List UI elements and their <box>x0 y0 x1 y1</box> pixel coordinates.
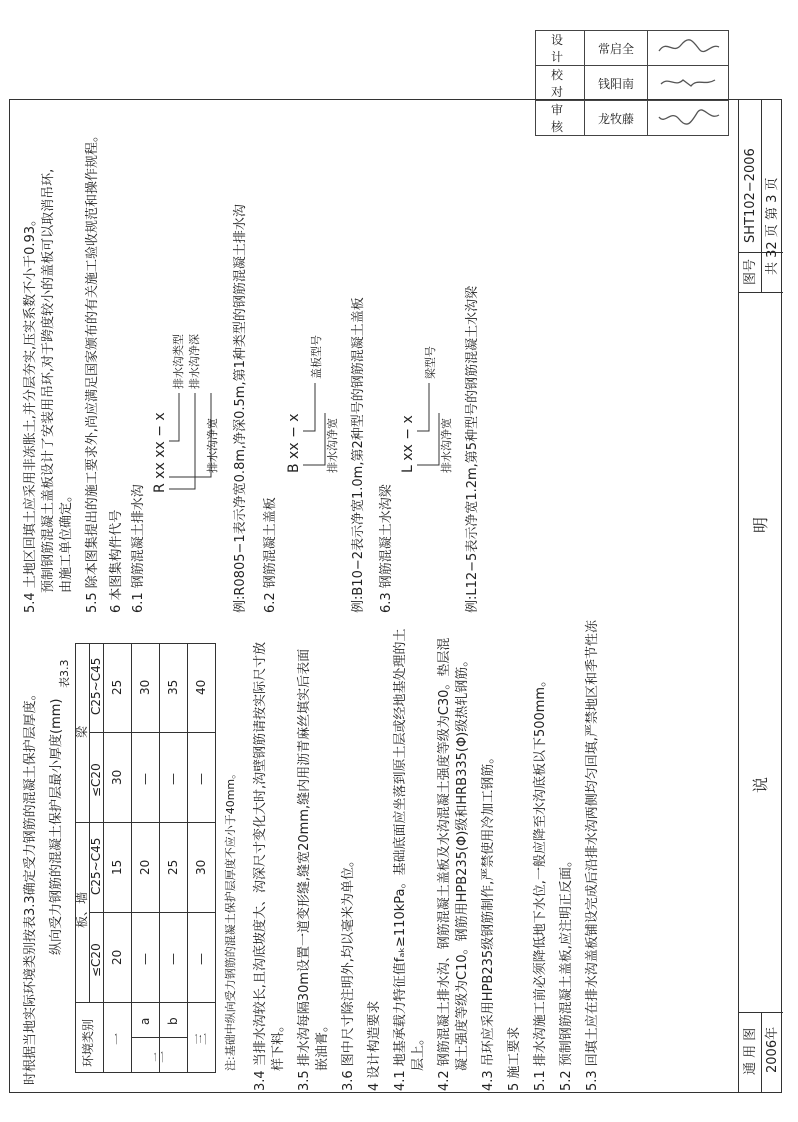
env-cell: 二 <box>152 1050 166 1063</box>
signature-cell <box>648 66 729 101</box>
value-cell: — <box>138 773 152 785</box>
value-cell: 25 <box>166 859 180 875</box>
value-cell: 35 <box>166 679 180 695</box>
value-cell: 20 <box>138 859 152 875</box>
section-4-2-line-2: 凝土强度等级为C10。钢筋用HPB235(Φ)级和HRB335(Φ)级热轧钢筋。 <box>455 653 470 1071</box>
value-cell: — <box>138 953 152 965</box>
name-cell: 龙牧藤 <box>585 101 648 136</box>
label-beam-type: 梁型号 <box>424 346 437 379</box>
section-5-4-line-3: 由施工单位确定。 <box>59 488 74 593</box>
value-cell: 30 <box>138 679 152 695</box>
section-4-heading: 4 设计构造要求 <box>367 1000 382 1091</box>
sub-cell: b <box>166 1017 180 1025</box>
drawing-no: SHT102−2006 <box>743 148 758 243</box>
section-3-5-line-1: 3.5 排水沟每隔30m设置一道变形缝,缝宽20mm,缝内用沥青麻丝填实后表面 <box>297 648 312 1091</box>
handwritten-signature <box>653 37 723 57</box>
section-3-5-line-2: 嵌油膏。 <box>315 1018 330 1071</box>
section-6-heading: 6 本图集构件代号 <box>109 509 124 613</box>
section-3-4-line-1: 3.4 当排水沟较长,且沟底坡度大、沟深尺寸变化大时,沟壁钢筋请按实际尺寸放 <box>253 641 268 1091</box>
section-4-1-line-1: 4.1 地基承载力特征值fₐₖ≥110kPa。基础底面应坐落到原土层或经地基处理的土 <box>393 628 408 1091</box>
header-env: 环境类别 <box>81 1018 95 1067</box>
section-3-4-line-2: 样下料。 <box>271 1018 286 1071</box>
section-5-1: 5.1 排水沟施工前必须降低地下水位,一般应降至水沟底板以下500mm。 <box>533 673 548 1091</box>
title-char-2: 明 <box>751 516 770 533</box>
signature-cell <box>648 31 729 66</box>
header-plate: 板、墙 <box>75 891 89 928</box>
signature-row <box>536 66 729 101</box>
sub-cell: a <box>138 1017 152 1025</box>
cover-thickness-table <box>75 643 245 1073</box>
role-cell: 校 对 <box>536 66 585 101</box>
value-cell: 15 <box>110 859 124 875</box>
intro-text: 时根据当地实际环境类别按表3.3确定受力钢筋的混凝土保护层厚度。 <box>23 687 38 1085</box>
sub-header: ≤C20 <box>89 943 103 977</box>
page-count: 共 32 页 第 3 页 <box>765 177 780 275</box>
title-char-1: 说 <box>751 776 770 793</box>
table-number: 表3.3 <box>58 659 71 688</box>
code-l: L xx − x <box>400 415 416 473</box>
section-6-1: 6.1 钢筋混凝土排水沟 <box>131 484 146 613</box>
value-cell: — <box>166 773 180 785</box>
code-r: R xx xx − x <box>152 412 168 493</box>
env-cell: 一 <box>110 1032 124 1045</box>
section-4-1-line-2: 层上。 <box>411 1031 426 1071</box>
label-width-3: 排水沟净宽 <box>440 418 453 473</box>
value-cell: — <box>166 953 180 965</box>
sub-header: C25~C45 <box>89 657 103 715</box>
value-cell: — <box>194 953 208 965</box>
section-4-3: 4.3 吊环应采用HPB235级钢筋制作,严禁使用冷加工钢筋。 <box>481 750 496 1091</box>
section-4-2-line-1: 4.2 钢筋混凝土排水沟、钢筋混凝土盖板及水沟混凝土强度等级为C30。垫层混 <box>437 637 452 1091</box>
section-6-2: 6.2 钢筋混凝土盖板 <box>263 497 278 613</box>
label-plate-type: 盖板型号 <box>310 335 323 379</box>
value-cell: — <box>194 773 208 785</box>
section-5-4-line-2: 预制钢筋混凝土盖板设计了安装用吊环,对于跨度较小的盖板可以取消吊环, <box>41 168 56 593</box>
example-1: 例:R0805−1表示净宽0.8m,净深0.5m,第1种类型的钢筋混凝土排水沟 <box>233 204 248 613</box>
table-title: 纵向受力钢筋的混凝土保护层最小厚度(mm) <box>49 698 64 955</box>
role-cell: 审 核 <box>536 101 585 136</box>
label-width: 排水沟净宽 <box>206 418 219 473</box>
header-beam: 梁 <box>75 725 89 738</box>
name-cell: 常启全 <box>585 31 648 66</box>
section-3-6: 3.6 图中尺寸除注明外,均以毫米为单位。 <box>341 854 356 1091</box>
example-2: 例:B10−2表示净宽1.0m,第2种型号的钢筋混凝土盖板 <box>351 297 366 613</box>
handwritten-signature <box>653 72 723 92</box>
value-cell: 40 <box>194 679 208 695</box>
example-3: 例:L12−5表示净宽1.2m,第5种型号的钢筋混凝土水沟梁 <box>465 285 480 613</box>
general-drawing-label: 通 用 图 <box>743 1027 758 1075</box>
section-5-5: 5.5 除本图集提出的施工要求外,尚应满足国家颁布的有关施工验收规范和操作规程。 <box>85 129 100 613</box>
table-note: 注:基础中纵向受力钢筋的混凝土保护层厚度不应小于40mm。 <box>224 767 237 1071</box>
title-block <box>738 99 783 1093</box>
label-type: 排水沟类型 <box>172 334 185 389</box>
label-width-2: 排水沟净宽 <box>326 418 339 473</box>
drawing-no-label: 图号 <box>743 258 758 285</box>
value-cell: 30 <box>194 859 208 875</box>
code-b: B xx − x <box>286 413 302 473</box>
value-cell: 20 <box>110 949 124 965</box>
section-6-3: 6.3 钢筋混凝土水沟梁 <box>379 484 394 613</box>
env-cell: 三 <box>194 1032 208 1045</box>
label-depth: 排水沟净深 <box>188 334 201 389</box>
section-5-3: 5.3 回填土应在排水沟盖板铺设完成后沿排水沟两侧均匀回填,严禁地区和季节性冻 <box>585 620 600 1091</box>
section-5-heading: 5 施工要求 <box>507 1026 522 1091</box>
value-cell: 30 <box>110 769 124 785</box>
section-5-2: 5.2 预制钢筋混凝土盖板,应注明正反面。 <box>559 854 574 1091</box>
sub-header: C25~C45 <box>89 837 103 895</box>
sub-header: ≤C20 <box>89 763 103 797</box>
signature-row <box>536 31 729 66</box>
name-cell: 钱阳南 <box>585 66 648 101</box>
section-5-4-line-1: 5.4 土地区回填土应采用非冻胀土,并分层夯实,压实系数不小于0.93。 <box>23 212 38 613</box>
value-cell: 25 <box>110 679 124 695</box>
role-cell: 设 计 <box>536 31 585 66</box>
year: 2006年 <box>765 1026 780 1073</box>
rotated-content <box>9 99 782 1093</box>
